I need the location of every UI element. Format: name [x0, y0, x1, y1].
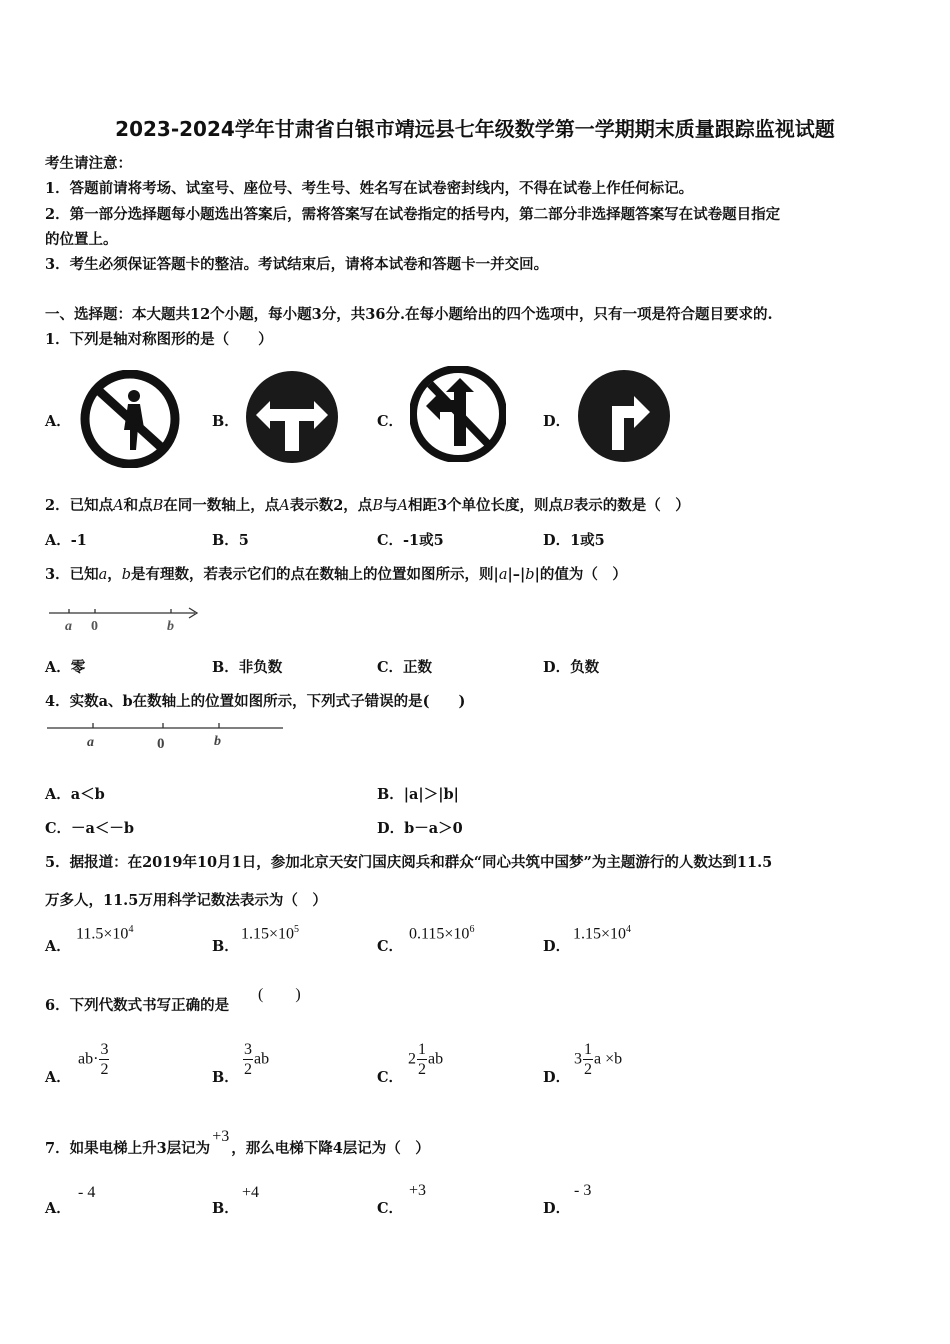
q6-label-c: C． — [377, 1069, 404, 1086]
q5-label-a: A． — [45, 938, 71, 955]
notice-heading: 考生请注意： — [45, 155, 132, 172]
q3-axis-label-zero: 0 — [91, 619, 98, 634]
q5-label-b: B． — [212, 938, 239, 955]
q4-stem: 4．实数a、b在数轴上的位置如图所示，下列式子错误的是( ) — [45, 693, 466, 710]
q5-label-c: C． — [377, 938, 404, 955]
q3-stem: 3．已知a，b是有理数，若表示它们的点在数轴上的位置如图所示，则|a|–|b|的值为（ ） — [45, 566, 627, 583]
q2-option-a: A．-1 — [45, 532, 87, 549]
q6-label-b: B． — [212, 1069, 239, 1086]
q7-value-a: - 4 — [78, 1184, 96, 1201]
q6-label-a: A． — [45, 1069, 71, 1086]
left-right-turn-sign-icon — [244, 369, 340, 465]
q4-option-a: A．a＜b — [45, 786, 105, 803]
q1-label-c: C． — [377, 413, 404, 430]
q2-stem: 2．已知点A和点B在同一数轴上，点A表示数2，点B与A相距3个单位长度，则点B表示的数是（ ） — [45, 497, 690, 514]
q6-label-d: D． — [543, 1069, 571, 1086]
q5-stem-line1: 5．据报道：在2019年10月1日，参加北京天安门国庆阅兵和群众“同心共筑中国梦”为主题游行的人数达到11.5 — [45, 854, 773, 871]
q7-label-c: C． — [377, 1200, 404, 1217]
q7-label-d: D． — [543, 1200, 571, 1217]
q4-option-c: C．－a＜－b — [45, 820, 135, 837]
q5-value-a: $11.5\times 10^4$ — [76, 924, 134, 943]
q7-label-a: A． — [45, 1200, 71, 1217]
no-pedestrian-sign-icon — [78, 370, 182, 468]
q6-answer-paren: ( ) — [258, 986, 301, 1003]
section-heading: 一、选择题：本大题共12个小题，每小题3分，共36分.在每小题给出的四个选项中，只有一项是符合题目要求的. — [45, 306, 773, 323]
q1-label-a: A． — [45, 413, 71, 430]
notice-item: 的位置上。 — [45, 231, 118, 248]
q4-axis-label-a: a — [87, 735, 94, 750]
q2-option-d: D．1或5 — [543, 532, 605, 549]
q4-option-b: B．|a|＞|b| — [377, 786, 459, 803]
q4-axis-label-zero: 0 — [157, 736, 165, 752]
q6-stem: 6．下列代数式书写正确的是 — [45, 997, 230, 1014]
notice-item: 1．答题前请将考场、试室号、座位号、考生号、姓名写在试卷密封线内，不得在试卷上作任何标记。 — [45, 180, 694, 197]
q2-option-b: B．5 — [212, 532, 249, 549]
q6-option-b: $\frac{3}{2}$ ab — [244, 1041, 270, 1078]
no-straight-or-left-sign-icon — [410, 366, 506, 462]
q3-axis-label-b: b — [167, 619, 174, 634]
q5-stem-line2: 万多人，11.5万用科学记数法表示为（ ） — [45, 892, 327, 909]
q7-label-b: B． — [212, 1200, 239, 1217]
q5-value-c: $0.115\times 10^6$ — [409, 924, 475, 943]
q3-axis-label-a: a — [65, 619, 72, 634]
page-title: 2023-2024学年甘肃省白银市靖远县七年级数学第一学期期末质量跟踪监视试题 — [115, 117, 835, 141]
q4-option-d: D．b－a＞0 — [377, 820, 463, 837]
q5-value-d: $1.15\times 10^4$ — [573, 924, 632, 943]
q1-label-b: B． — [212, 413, 239, 430]
q2-option-c: C．-1或5 — [377, 532, 444, 549]
q5-value-b: $1.15\times 10^5$ — [241, 924, 300, 943]
notice-item: 2．第一部分选择题每小题选出答案后，需将答案写在试卷指定的括号内，第二部分非选择题答案写在试卷题目指定 — [45, 206, 781, 223]
q6-option-c: 2 $\frac{1}{2}$ ab — [408, 1041, 444, 1078]
q7-value-c: +3 — [409, 1182, 427, 1199]
q3-option-c: C．正数 — [377, 659, 433, 676]
q3-option-b: B．非负数 — [212, 659, 283, 676]
q1-stem: 1．下列是轴对称图形的是（ ） — [45, 331, 273, 348]
q7-stem: 7．如果电梯上升3层记为+3，那么电梯下降4层记为（ ） — [45, 1128, 430, 1157]
q5-label-d: D． — [543, 938, 571, 955]
q3-option-d: D．负数 — [543, 659, 600, 676]
q4-number-line — [45, 718, 290, 754]
q6-option-a: ab· $\frac{3}{2}$ — [78, 1041, 109, 1078]
q6-option-d: 3 $\frac{1}{2}$ a ×b — [574, 1041, 623, 1078]
q4-axis-label-b: b — [214, 734, 221, 749]
q7-value-d: - 3 — [574, 1182, 592, 1199]
q1-label-d: D． — [543, 413, 571, 430]
notice-item: 3．考生必须保证答题卡的整洁。考试结束后，请将本试卷和答题卡一并交回。 — [45, 256, 549, 273]
q7-value-b: +4 — [242, 1184, 260, 1201]
right-turn-sign-icon — [576, 368, 672, 464]
q3-number-line — [45, 600, 205, 636]
q3-option-a: A．零 — [45, 659, 86, 676]
